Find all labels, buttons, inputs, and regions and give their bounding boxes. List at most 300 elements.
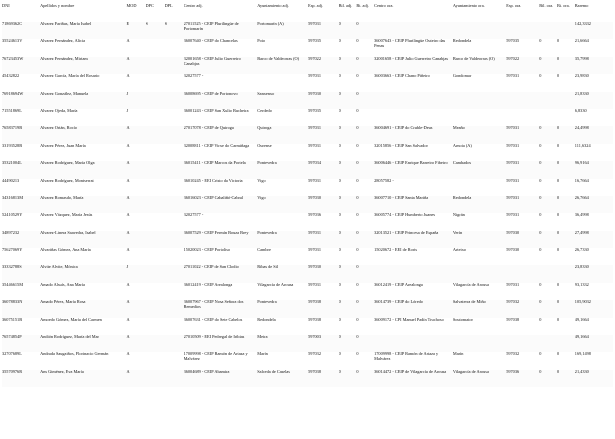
cell-centro-ora: 36003663 - CEIP Chano Piñeiro bbox=[374, 74, 430, 79]
cell-esp-ora: 597035 bbox=[506, 39, 520, 44]
cell-dpc: S bbox=[146, 22, 165, 39]
cell-bi-ora: 0 bbox=[557, 161, 575, 178]
cell-dpl bbox=[165, 335, 184, 352]
cell-bi-ora bbox=[557, 22, 575, 39]
cell-bil-adj: 0 bbox=[339, 22, 357, 39]
cell-ayto-ora bbox=[453, 92, 506, 109]
cell-ayto-ora: Marín bbox=[452, 352, 464, 357]
cell-baremo: 23,8330 bbox=[575, 265, 613, 282]
cell-ayto-adj: Cerdedo bbox=[257, 108, 272, 113]
cell-esp-ora: 597031 bbox=[506, 282, 520, 287]
cell-centro-ora: 36014472 - CEIP de Vilagarcía de Arousa bbox=[374, 370, 453, 387]
cell-bil-ora: 0 bbox=[539, 370, 557, 387]
cell-dpl: S bbox=[165, 22, 184, 39]
cell-bi-adj: 0 bbox=[356, 108, 359, 113]
cell-esp-ora: 597022 bbox=[506, 57, 539, 74]
cell-esp-adj: 597031 bbox=[308, 126, 338, 143]
cell-esp-adj: 597038 bbox=[308, 300, 338, 317]
cell-name: Andión Rodríguez, María del Mar bbox=[40, 335, 126, 352]
cell-ayto-adj: Quiroga bbox=[257, 126, 308, 143]
table-body bbox=[2, 22, 613, 387]
cell-dpc bbox=[146, 248, 165, 265]
cell-bil-ora: 0 bbox=[539, 300, 557, 317]
cell-dni: 34897232 bbox=[2, 231, 40, 248]
cell-mod: A bbox=[126, 178, 130, 183]
cell-mod: A bbox=[126, 126, 145, 143]
cell-bi-adj: 0 bbox=[356, 143, 359, 148]
cell-dni: 76583719B bbox=[2, 126, 40, 143]
cell-ayto-ora bbox=[453, 265, 506, 282]
cell-centro-ora: 36007643 - CEIP Plurilingüe Outeiro das Penas bbox=[374, 39, 446, 49]
cell-dni: 76574854P bbox=[2, 335, 40, 352]
cell-ayto-adj: Salceda de Caselas bbox=[257, 370, 308, 387]
cell-esp-adj: 597031 bbox=[308, 231, 338, 248]
cell-esp-adj: 597031 bbox=[308, 74, 321, 79]
cell-dni: 71869362C bbox=[2, 22, 40, 39]
column-header-dpl: DPL bbox=[164, 4, 173, 8]
cell-dpl bbox=[165, 318, 184, 335]
cell-baremo: 36,4998 bbox=[574, 213, 589, 218]
cell-bil-adj: 0 bbox=[338, 317, 341, 322]
cell-dni: 71551869L bbox=[2, 108, 22, 113]
cell-bil-adj: 0 bbox=[338, 213, 341, 218]
cell-bil-adj: 0 bbox=[339, 126, 357, 143]
cell-name: Álvarez Rodríguez, María Olga bbox=[40, 161, 126, 178]
cell-ayto-adj: Vilagarcía de Arousa bbox=[257, 282, 294, 287]
cell-dni: 33332788S bbox=[2, 265, 40, 282]
cell-dni: 35524613V bbox=[2, 39, 23, 44]
cell-centro-adj: 32027577 - bbox=[183, 213, 204, 218]
cell-esp-adj: 597031 bbox=[308, 248, 321, 253]
cell-bil-ora: 0 bbox=[539, 161, 557, 178]
assignment-table bbox=[2, 4, 613, 387]
table-row bbox=[2, 126, 613, 143]
cell-dpc bbox=[146, 109, 165, 126]
column-header-mod: MOD bbox=[126, 4, 137, 8]
cell-esp-adj: 597038 bbox=[308, 317, 321, 322]
cell-esp-ora bbox=[506, 265, 539, 282]
cell-mod: A bbox=[126, 213, 130, 218]
cell-mod: A bbox=[126, 370, 145, 387]
cell-bil-ora bbox=[539, 92, 557, 109]
cell-ayto-adj: Barco de Valdeorras (O) bbox=[257, 57, 308, 74]
cell-centro-adj: 36007967 - CEIP Nosa Señora dos Remedios bbox=[184, 300, 258, 317]
cell-bi-adj: 0 bbox=[356, 265, 374, 282]
cell-baremo: 105,9032 bbox=[575, 300, 613, 317]
cell-esp-adj: 597035 bbox=[308, 39, 321, 44]
cell-esp-adj: 597031 bbox=[308, 22, 338, 39]
cell-dni: 52410529Y bbox=[2, 213, 23, 218]
cell-bi-ora: 0 bbox=[557, 317, 560, 322]
cell-bil-ora: 0 bbox=[539, 178, 542, 183]
cell-bil-ora: 0 bbox=[539, 143, 542, 148]
column-header-dni: DNI bbox=[2, 4, 10, 8]
cell-bi-adj: 0 bbox=[356, 282, 359, 287]
cell-bil-ora bbox=[539, 335, 557, 352]
cell-centro-adj: 27011525 - CEIP Plurilingüe de Portomarín bbox=[184, 22, 258, 39]
cell-dpl bbox=[165, 144, 184, 161]
cell-dpl bbox=[165, 231, 184, 248]
cell-ayto-adj: Cambre bbox=[257, 248, 271, 253]
cell-baremo: 169,1498 bbox=[574, 352, 591, 357]
cell-mod: A bbox=[126, 300, 145, 317]
cell-centro-adj: 36007529 - CEIP Fermín Bouza Brey bbox=[184, 231, 258, 248]
column-header-bi-adj: Bi. adj. bbox=[356, 4, 369, 8]
cell-esp-adj: 597022 bbox=[308, 57, 338, 74]
cell-centro-ora: 36014739 - CEIP do Lóredo bbox=[374, 300, 453, 317]
column-header-bi-ora: Bi. ora. bbox=[557, 4, 570, 8]
cell-bil-ora bbox=[539, 265, 557, 282]
cell-dni: 33193528B bbox=[2, 143, 23, 148]
cell-ayto-adj: Pontevedra bbox=[257, 231, 308, 248]
cell-ayto-ora bbox=[453, 22, 506, 39]
cell-ayto-adj: Portomarín (A) bbox=[257, 22, 308, 39]
cell-centro-adj: 36016023 - CEIP Cabaliñó-Cabral bbox=[184, 196, 258, 213]
cell-name: Álvarez Orián, Rocío bbox=[40, 126, 126, 143]
cell-dpc bbox=[146, 39, 165, 56]
cell-ayto-ora bbox=[453, 335, 506, 352]
cell-bil-adj: 0 bbox=[339, 92, 357, 109]
cell-dni: 36078833N bbox=[2, 300, 40, 317]
column-header-ayto-adj: Ayuntamiento adj. bbox=[257, 4, 289, 8]
cell-name: Ans Giménez, Eva María bbox=[40, 370, 126, 387]
table-row bbox=[2, 248, 613, 265]
cell-mod: J bbox=[126, 265, 145, 282]
cell-centro-adj: 27017078 - CEIP de Quiroga bbox=[184, 126, 258, 143]
cell-mod: A bbox=[126, 317, 130, 322]
cell-bi-ora bbox=[557, 92, 575, 109]
cell-baremo: 16,7664 bbox=[574, 178, 589, 183]
cell-esp-ora: 597031 bbox=[506, 143, 520, 148]
cell-centro-adj: 36007640 - CEIP do Chancelas bbox=[183, 39, 238, 44]
cell-ayto-ora: Meaño bbox=[453, 126, 506, 143]
cell-bil-adj: 0 bbox=[339, 196, 357, 213]
cell-dpc bbox=[146, 352, 165, 369]
cell-name: Álvarez Ojeda, María bbox=[40, 108, 78, 113]
cell-mod: A bbox=[126, 248, 130, 253]
cell-baremo: 96,9164 bbox=[575, 161, 613, 178]
cell-bi-ora bbox=[557, 335, 575, 352]
cell-bi-ora: 0 bbox=[557, 282, 560, 287]
cell-centro-adj: 32027577 - bbox=[183, 74, 204, 79]
cell-name: Álvarez Pérez, Juan María bbox=[40, 143, 86, 148]
cell-ayto-ora: Cambados bbox=[453, 161, 506, 178]
cell-centro-ora: 36012419 - CEIP Arealonga bbox=[374, 282, 423, 287]
table-row bbox=[2, 196, 613, 213]
cell-esp-ora: 597031 bbox=[506, 161, 539, 178]
cell-dni: 45432822 bbox=[2, 74, 20, 79]
cell-mod: A bbox=[126, 352, 130, 357]
cell-ayto-adj: Vigo bbox=[257, 196, 308, 213]
cell-bi-adj: 0 bbox=[356, 39, 359, 44]
cell-centro-adj: 36004689 - CEIP Abamira bbox=[184, 370, 258, 387]
cell-esp-adj: 597030 bbox=[308, 196, 338, 213]
cell-centro-adj: 36007631 - CEIP do Sete Cabelos bbox=[183, 317, 243, 322]
cell-centro-adj: 17009998 - CEIP Ramón de Artaza y Malvárez bbox=[183, 352, 248, 362]
cell-baremo: 111,6324 bbox=[574, 143, 591, 148]
cell-dpl bbox=[165, 39, 184, 56]
cell-baremo: 21,6664 bbox=[574, 39, 589, 44]
cell-bil-adj: 0 bbox=[338, 178, 341, 183]
cell-ayto-adj: Ribas de Sil bbox=[257, 265, 308, 282]
cell-baremo: 142,3332 bbox=[575, 22, 613, 39]
cell-bi-adj: 0 bbox=[356, 161, 374, 178]
cell-bil-adj: 0 bbox=[338, 352, 341, 357]
cell-esp-adj: 597003 bbox=[308, 335, 338, 352]
cell-dpc bbox=[146, 265, 165, 282]
cell-dpl bbox=[165, 213, 184, 230]
cell-centro-ora bbox=[374, 335, 453, 352]
cell-centro-adj: 27010509 - EEI Pedregal de Iribias bbox=[184, 335, 258, 352]
cell-centro-ora bbox=[374, 109, 453, 126]
table-row bbox=[2, 92, 613, 109]
cell-bil-ora: 0 bbox=[539, 196, 557, 213]
cell-esp-ora: 597030 bbox=[506, 248, 520, 253]
cell-ayto-ora: Nigrán bbox=[452, 213, 465, 218]
cell-dpc bbox=[146, 283, 165, 300]
cell-baremo: 6,8330 bbox=[574, 108, 587, 113]
cell-dpl bbox=[165, 109, 184, 126]
cell-bil-adj: 0 bbox=[339, 265, 357, 282]
cell-dpl bbox=[165, 196, 184, 213]
cell-centro-ora bbox=[374, 265, 453, 282]
table-row bbox=[2, 161, 613, 178]
cell-centro-ora: 32001658 - CEIP Julio Guerreiro Canabjas bbox=[374, 57, 453, 74]
cell-esp-ora: 597031 bbox=[506, 213, 520, 218]
cell-dni: 35570976R bbox=[2, 370, 40, 387]
cell-dpc bbox=[146, 196, 165, 213]
cell-dpc bbox=[146, 370, 165, 387]
cell-dpc bbox=[146, 231, 165, 248]
cell-esp-ora: 597031 bbox=[506, 196, 539, 213]
cell-bi-adj: 0 bbox=[356, 317, 359, 322]
cell-mod: A bbox=[126, 74, 130, 79]
cell-bi-adj: 0 bbox=[356, 213, 359, 218]
cell-name: Amoedo Gómez, María del Carmen bbox=[40, 317, 102, 322]
cell-centro-ora: 36005774 - CEIP Humberto Juanes bbox=[374, 213, 436, 218]
cell-ayto-adj: Redondela bbox=[257, 317, 276, 322]
cell-esp-ora: 597032 bbox=[506, 352, 520, 357]
cell-bil-ora: 0 bbox=[539, 317, 542, 322]
cell-ayto-ora: Vilagarcía de Arousa bbox=[452, 282, 489, 287]
cell-dpl bbox=[165, 161, 184, 178]
cell-ayto-ora: Arnoia (A) bbox=[452, 143, 472, 148]
cell-centro-ora bbox=[374, 22, 453, 39]
table-row bbox=[2, 318, 613, 335]
cell-bil-ora bbox=[539, 22, 557, 39]
cell-bi-adj: 0 bbox=[356, 196, 374, 213]
table-row bbox=[2, 57, 613, 74]
cell-bil-ora: 0 bbox=[539, 213, 542, 218]
cell-centro-ora: 36009172 - CPI Manuel Padín Truchoso bbox=[374, 317, 444, 322]
cell-bi-ora: 0 bbox=[557, 370, 575, 387]
cell-bil-adj: 0 bbox=[339, 335, 357, 352]
cell-name: Álvarez Romasdo, María bbox=[40, 196, 126, 213]
cell-centro-adj: 36001243 - CEIP San Xulio Bucheira bbox=[183, 108, 249, 113]
cell-centro-ora bbox=[374, 92, 453, 109]
cell-esp-ora bbox=[506, 109, 539, 126]
cell-bi-adj: 0 bbox=[356, 248, 359, 253]
cell-mod: A bbox=[126, 161, 145, 178]
cell-bi-ora: 0 bbox=[557, 248, 560, 253]
cell-esp-ora: 597030 bbox=[506, 231, 539, 248]
column-header-centro-adj: Centro adj. bbox=[183, 4, 203, 8]
cell-bi-ora: 0 bbox=[557, 74, 560, 79]
cell-ayto-adj bbox=[257, 213, 308, 230]
cell-name: Alvariñas Gómez, Ana María bbox=[40, 248, 91, 253]
cell-bil-adj: 0 bbox=[338, 248, 341, 253]
cell-bil-adj: 0 bbox=[338, 143, 341, 148]
cell-bil-adj: 0 bbox=[338, 39, 341, 44]
cell-bi-ora: 0 bbox=[557, 300, 575, 317]
cell-bi-adj: 0 bbox=[356, 92, 374, 109]
column-header-baremo: Baremo bbox=[574, 4, 589, 8]
cell-baremo: 35,7998 bbox=[575, 57, 613, 74]
cell-ayto-adj: Pontevedra bbox=[257, 300, 308, 317]
cell-mod: J bbox=[126, 92, 145, 109]
table-row bbox=[2, 74, 613, 91]
cell-dni: 36075151B bbox=[2, 317, 23, 322]
cell-bil-ora: 0 bbox=[539, 39, 542, 44]
cell-centro-ora: 36004691 - CEIP do Cruble-Deus bbox=[374, 126, 453, 143]
table-row bbox=[2, 39, 613, 56]
cell-bi-ora: 0 bbox=[557, 39, 560, 44]
column-header-name: Apellidos y nombre bbox=[40, 4, 75, 8]
cell-baremo: 26,7664 bbox=[575, 196, 613, 213]
table-row bbox=[2, 231, 613, 248]
cell-name: Alvite Alvite, Mónica bbox=[40, 265, 126, 282]
table-row bbox=[2, 300, 613, 317]
cell-esp-ora: 597031 bbox=[506, 126, 539, 143]
cell-mod: A bbox=[126, 57, 145, 74]
cell-baremo: 23,9830 bbox=[574, 74, 589, 79]
cell-bil-ora: 0 bbox=[539, 282, 542, 287]
cell-ayto-ora: Barco de Valdeorras (O) bbox=[453, 57, 506, 74]
cell-esp-ora: 597038 bbox=[506, 317, 520, 322]
cell-bil-adj: 0 bbox=[338, 74, 341, 79]
cell-bil-ora: 0 bbox=[539, 126, 557, 143]
cell-esp-adj: 597035 bbox=[308, 108, 321, 113]
cell-mod: A bbox=[126, 335, 145, 352]
cell-centro-ora: 32015856 - CEIP San Salvador bbox=[374, 143, 428, 148]
cell-ayto-ora: Arteixo bbox=[452, 248, 467, 253]
cell-bi-adj: 0 bbox=[356, 300, 374, 317]
cell-centro-ora: 17009998 - CEIP Ramón de Artaza y Malvárez bbox=[374, 352, 439, 362]
cell-dpl bbox=[165, 352, 184, 369]
cell-name: Álvarez Fernández, Alicia bbox=[40, 39, 86, 44]
cell-dpl bbox=[165, 57, 184, 74]
cell-bi-adj: 0 bbox=[356, 352, 359, 357]
cell-dni: 35446615M bbox=[2, 282, 24, 287]
cell-centro-ora: 36006446 - CEIP Enrique Barreiro Fibeiro bbox=[374, 161, 453, 178]
cell-ayto-ora bbox=[453, 109, 506, 126]
column-header-esp-ora: Esp. ora. bbox=[506, 4, 522, 8]
cell-ayto-adj: Sanxenxo bbox=[257, 92, 308, 109]
cell-bil-adj: 0 bbox=[339, 161, 357, 178]
cell-centro-adj: 36010245 - EEI Cristo da Victoria bbox=[183, 178, 243, 183]
table-row bbox=[2, 109, 613, 126]
cell-centro-adj: 27011022 - CEIP de San Clodio bbox=[184, 265, 258, 282]
cell-name: Amado Alsuís, Ana María bbox=[40, 282, 85, 287]
cell-baremo: 49,1664 bbox=[574, 317, 589, 322]
cell-bi-adj: 0 bbox=[356, 231, 374, 248]
cell-dni: 75627069Y bbox=[2, 248, 23, 253]
cell-esp-adj: 597030 bbox=[308, 92, 338, 109]
cell-dpl bbox=[165, 248, 184, 265]
cell-bi-ora: 0 bbox=[557, 196, 575, 213]
cell-dpc bbox=[146, 335, 165, 352]
column-header-bil-ora: Bil. ora. bbox=[539, 4, 554, 8]
cell-dpc bbox=[146, 57, 165, 74]
header-row bbox=[2, 4, 613, 22]
cell-dpl bbox=[165, 126, 184, 143]
column-header-esp-adj: Esp. adj. bbox=[308, 4, 323, 8]
cell-bi-ora: 0 bbox=[557, 352, 560, 357]
table-row bbox=[2, 352, 613, 369]
table-row bbox=[2, 283, 613, 300]
cell-bil-ora: 0 bbox=[539, 248, 542, 253]
column-header-bil-adj: Bil. adj. bbox=[338, 4, 353, 8]
cell-esp-ora bbox=[506, 22, 539, 39]
cell-bil-adj: 0 bbox=[339, 57, 357, 74]
cell-mod: E bbox=[126, 22, 145, 39]
cell-esp-ora: 597031 bbox=[506, 74, 520, 79]
cell-dpc bbox=[146, 74, 165, 91]
cell-dpl bbox=[165, 283, 184, 300]
table-row bbox=[2, 213, 613, 230]
cell-bi-ora: 0 bbox=[557, 126, 575, 143]
cell-dpc bbox=[146, 144, 165, 161]
cell-bi-ora bbox=[557, 265, 575, 282]
cell-baremo: 21,4330 bbox=[575, 370, 613, 387]
column-header-ayto-ora: Ayuntamiento ora. bbox=[452, 4, 485, 8]
cell-mod: A bbox=[126, 196, 145, 213]
cell-dni: 76918694W bbox=[2, 92, 40, 109]
cell-ayto-ora: Salvaterra de Miño bbox=[453, 300, 506, 317]
cell-mod: A bbox=[126, 39, 130, 44]
cell-dpc bbox=[146, 318, 165, 335]
cell-esp-adj: 597031 bbox=[308, 178, 321, 183]
cell-centro-adj: 32008811 - CEIP Virxe do Carmiñaga bbox=[183, 143, 250, 148]
cell-baremo: 93,1332 bbox=[574, 282, 589, 287]
cell-esp-adj: 597034 bbox=[308, 161, 338, 178]
cell-dni: 32707689L bbox=[2, 352, 22, 357]
cell-centro-adj: 36012419 - CEIP Arealonga bbox=[183, 282, 233, 287]
cell-ayto-adj: Marín bbox=[257, 352, 268, 357]
table-row bbox=[2, 22, 613, 39]
cell-bi-adj: 0 bbox=[356, 126, 374, 143]
cell-mod: A bbox=[126, 282, 130, 287]
cell-name: Álvarez García, María del Rosario bbox=[40, 74, 100, 79]
cell-esp-ora: 597036 bbox=[506, 370, 539, 387]
cell-mod: A bbox=[126, 231, 145, 248]
cell-esp-ora: 597032 bbox=[506, 300, 539, 317]
column-header-centro-ora: Centro ora. bbox=[374, 4, 394, 8]
cell-esp-adj: 597032 bbox=[308, 352, 321, 357]
table-row bbox=[2, 335, 613, 352]
cell-bi-adj: 0 bbox=[356, 335, 374, 352]
cell-baremo: 26,7330 bbox=[574, 248, 589, 253]
cell-esp-ora: 597031 bbox=[506, 178, 520, 183]
cell-dpc bbox=[146, 126, 165, 143]
cell-centro-ora: 32013521 - CEIP Princesa de España bbox=[374, 231, 453, 248]
cell-mod: J bbox=[126, 108, 129, 113]
cell-dni: 76723453W bbox=[2, 57, 40, 74]
cell-esp-adj: 597030 bbox=[308, 265, 338, 282]
cell-bil-ora: 0 bbox=[539, 57, 557, 74]
cell-bi-ora bbox=[557, 109, 575, 126]
cell-ayto-ora: Redondela bbox=[452, 39, 472, 44]
